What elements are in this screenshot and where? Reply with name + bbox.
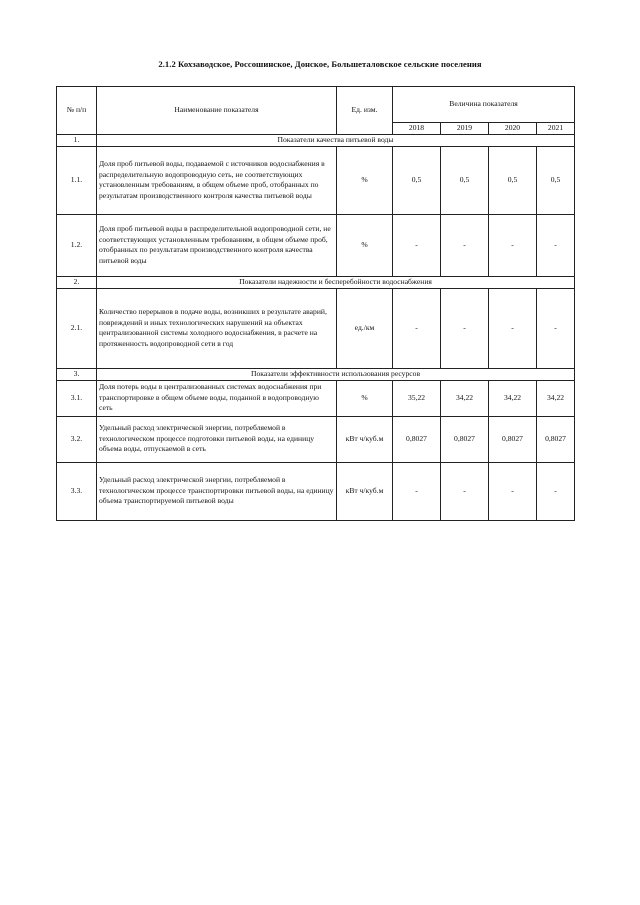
value-cell: - xyxy=(537,214,575,276)
section-number: 2. xyxy=(57,276,97,288)
value-cell: - xyxy=(393,214,441,276)
value-cell: 0,8027 xyxy=(489,416,537,462)
indicator-name: Удельный расход электрической энергии, потребляемой в технологическом процессе подготовки питьевой воды, на единицу объема воды, отпускаемой в сеть xyxy=(97,416,337,462)
table-row xyxy=(57,146,575,214)
indicator-name: Доля проб питьевой воды в распределительной водопроводной сети, не соответствующих установленным требованиям, в общем объеме проб, отобранных по результатам производственного контроля качества питьевой воды xyxy=(97,214,337,276)
value-cell: - xyxy=(441,288,489,368)
table-row xyxy=(57,416,575,462)
value-cell: - xyxy=(537,462,575,520)
value-cell: - xyxy=(489,214,537,276)
value-cell: - xyxy=(537,288,575,368)
row-number: 1.2. xyxy=(57,214,97,276)
section-title: Показатели надежности и бесперебойности водоснабжения xyxy=(97,276,575,288)
value-cell: 34,22 xyxy=(537,380,575,416)
section-title: Показатели эффективности использования ресурсов xyxy=(97,368,575,380)
header-row-1 xyxy=(57,87,575,123)
header-unit: Ед. изм. xyxy=(337,87,393,135)
value-cell: - xyxy=(393,462,441,520)
value-cell: - xyxy=(441,462,489,520)
unit-cell: % xyxy=(337,380,393,416)
value-cell: 0,8027 xyxy=(441,416,489,462)
header-name: Наименование показателя xyxy=(97,87,337,135)
value-cell: 0,8027 xyxy=(537,416,575,462)
row-number: 2.1. xyxy=(57,288,97,368)
row-number: 3.2. xyxy=(57,416,97,462)
indicator-name: Удельный расход электрической энергии, потребляемой в технологическом процессе транспортировки питьевой воды, на единицу объема транспортируемой питьевой воды xyxy=(97,462,337,520)
value-cell: - xyxy=(393,288,441,368)
value-cell: - xyxy=(489,462,537,520)
section-title: Показатели качества питьевой воды xyxy=(97,134,575,146)
unit-cell: % xyxy=(337,146,393,214)
row-number: 3.3. xyxy=(57,462,97,520)
table-row xyxy=(57,214,575,276)
value-cell: 0,5 xyxy=(441,146,489,214)
row-number: 3.1. xyxy=(57,380,97,416)
indicator-name: Доля проб питьевой воды, подаваемой с источников водоснабжения в распределительную водопроводную сеть, не соответствующих установленным требованиям, в общем объеме проб, отобранных по результатам производственного контроля качества питьевой воды xyxy=(97,146,337,214)
unit-cell: % xyxy=(337,214,393,276)
table-row xyxy=(57,462,575,520)
header-year: 2021 xyxy=(537,123,575,135)
value-cell: 0,5 xyxy=(489,146,537,214)
row-number: 1.1. xyxy=(57,146,97,214)
unit-cell: ед./км xyxy=(337,288,393,368)
value-cell: - xyxy=(441,214,489,276)
indicators-table xyxy=(56,86,575,521)
header-value: Величина показателя xyxy=(393,87,575,123)
value-cell: 35,22 xyxy=(393,380,441,416)
header-num: № п/п xyxy=(57,87,97,135)
value-cell: 34,22 xyxy=(489,380,537,416)
unit-cell: кВт ч/куб.м xyxy=(337,462,393,520)
header-year: 2018 xyxy=(393,123,441,135)
indicator-name: Доля потерь воды в централизованных системах водоснабжения при транспортировке в общем объеме воды, поданной в водопроводную сеть xyxy=(97,380,337,416)
value-cell: 34,22 xyxy=(441,380,489,416)
table-row xyxy=(57,288,575,368)
table-row xyxy=(57,380,575,416)
section-number: 3. xyxy=(57,368,97,380)
header-year: 2019 xyxy=(441,123,489,135)
section-number: 1. xyxy=(57,134,97,146)
document-title: 2.1.2 Кохзаводское, Россошинское, Донское, Большеталовское сельские поселения xyxy=(158,59,482,69)
value-cell: 0,5 xyxy=(393,146,441,214)
header-year: 2020 xyxy=(489,123,537,135)
value-cell: - xyxy=(489,288,537,368)
value-cell: 0,8027 xyxy=(393,416,441,462)
value-cell: 0,5 xyxy=(537,146,575,214)
section-row xyxy=(57,134,575,146)
unit-cell: кВт ч/куб.м xyxy=(337,416,393,462)
indicator-name: Количество перерывов в подаче воды, возникших в результате аварий, повреждений и иных технологических нарушений на объектах централизованной системы холодного водоснабжения, в расчете на протяженность водопроводной сети в год xyxy=(97,288,337,368)
section-row xyxy=(57,368,575,380)
section-row xyxy=(57,276,575,288)
